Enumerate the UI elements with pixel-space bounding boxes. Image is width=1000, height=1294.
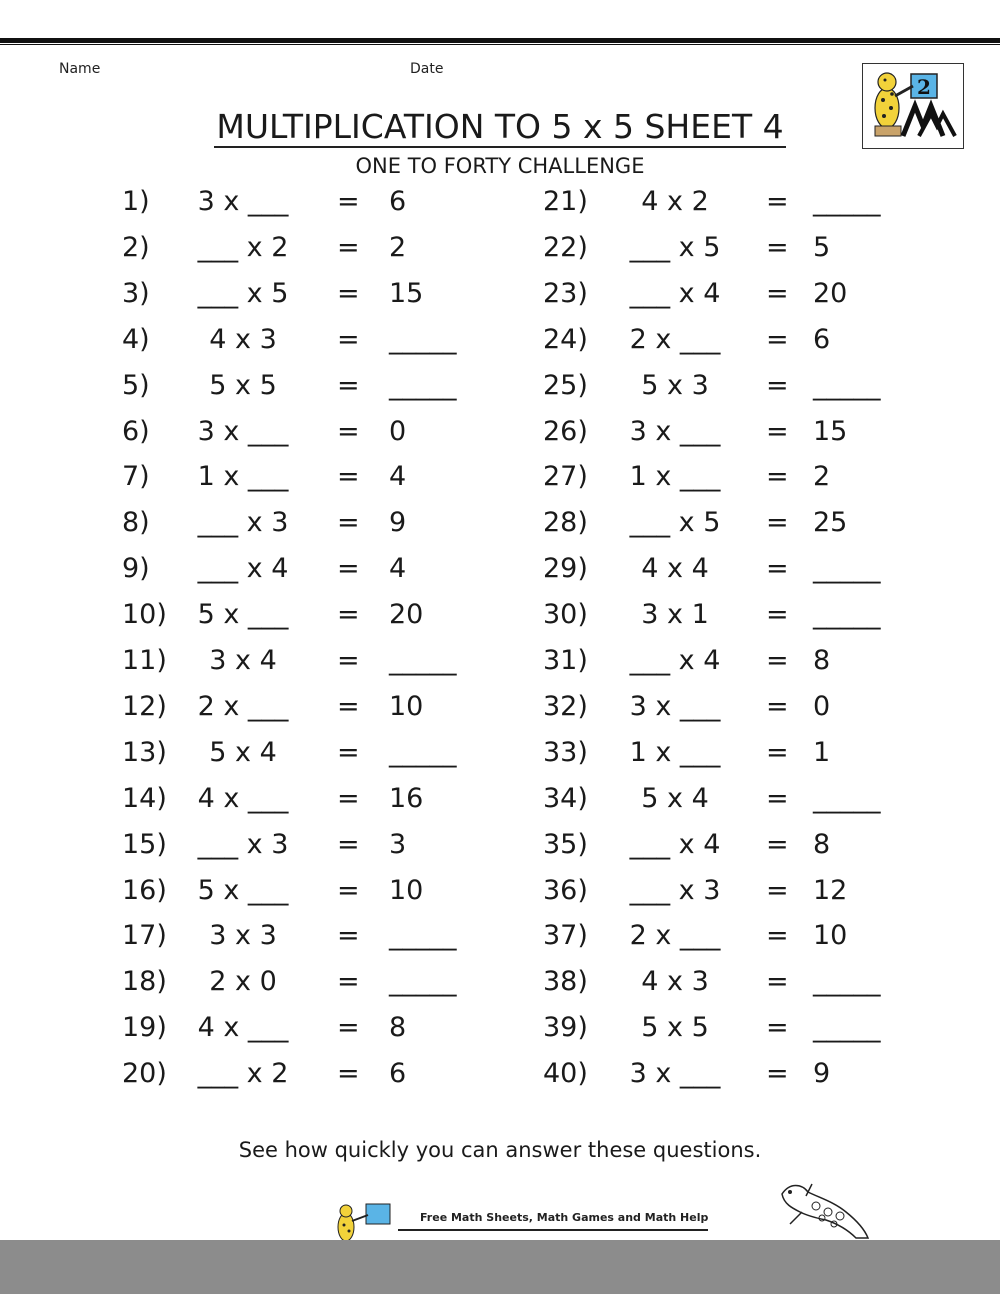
problem-expression: ___ x 3 <box>629 874 721 906</box>
problem-expression: 4 x ___ <box>197 1012 289 1044</box>
problem-expression: 5 x 4 <box>209 736 277 768</box>
problem-row <box>0 686 1000 728</box>
problem-expression: ___ x 5 <box>629 231 721 263</box>
footer-leopard-icon <box>332 1203 394 1243</box>
problem-answer: 9 <box>389 507 407 539</box>
problem-expression: 5 x 3 <box>641 369 709 401</box>
problem-expression: ___ x 5 <box>197 277 289 309</box>
problem-expression: 4 x 3 <box>209 323 277 355</box>
problem-expression: 4 x 2 <box>641 186 709 217</box>
problem-expression: 3 x ___ <box>197 415 289 447</box>
problem-row <box>0 365 1000 407</box>
problem-number: 1) <box>122 186 150 217</box>
equals-sign: = <box>337 874 360 906</box>
problem-number: 5) <box>122 369 150 401</box>
problem-expression: 3 x 1 <box>641 599 709 631</box>
problem-number: 15) <box>122 828 167 860</box>
problem-answer: 0 <box>813 690 831 722</box>
problem-row <box>0 411 1000 453</box>
problem-answer: _____ <box>389 966 457 998</box>
problem-answer: 10 <box>389 874 424 906</box>
problem-expression: 4 x 3 <box>641 966 709 998</box>
problem-number: 2) <box>122 231 150 263</box>
problem-number: 24) <box>543 323 588 355</box>
equals-sign: = <box>337 690 360 722</box>
problem-number: 20) <box>122 1058 167 1090</box>
problem-answer: 6 <box>389 186 407 217</box>
equals-sign: = <box>337 277 360 309</box>
equals-sign: = <box>337 369 360 401</box>
brand-tagline: Free Math Sheets, Math Games and Math Help <box>420 1211 709 1224</box>
problem-answer: 25 <box>813 507 848 539</box>
problem-expression: 3 x ___ <box>629 1058 721 1090</box>
problem-expression: 4 x ___ <box>197 782 289 814</box>
problem-expression: 5 x ___ <box>197 874 289 906</box>
problem-expression: 5 x 5 <box>209 369 277 401</box>
problem-number: 32) <box>543 690 588 722</box>
problem-number: 14) <box>122 782 167 814</box>
footer-rule <box>398 1229 708 1231</box>
problem-number: 21) <box>543 186 588 217</box>
problem-answer: 5 <box>813 231 831 263</box>
date-label: Date <box>410 61 444 77</box>
instruction-text: See how quickly you can answer these questions. <box>238 1138 762 1162</box>
problem-number: 16) <box>122 874 167 906</box>
problem-answer: 2 <box>813 461 831 493</box>
equals-sign: = <box>766 507 789 539</box>
equals-sign: = <box>766 782 789 814</box>
equals-sign: = <box>766 553 789 585</box>
problem-expression: 4 x 4 <box>641 553 709 585</box>
problem-number: 4) <box>122 323 150 355</box>
problem-answer: 3 <box>389 828 407 860</box>
problem-answer: 12 <box>813 874 848 906</box>
equals-sign: = <box>337 1058 360 1090</box>
equals-sign: = <box>337 782 360 814</box>
problem-number: 33) <box>543 736 588 768</box>
problem-answer: 15 <box>813 415 848 447</box>
equals-sign: = <box>337 920 360 952</box>
problem-number: 7) <box>122 461 150 493</box>
equals-sign: = <box>337 461 360 493</box>
problem-expression: ___ x 4 <box>629 645 721 676</box>
problem-answer: 4 <box>389 461 407 493</box>
problem-answer: _____ <box>389 920 457 952</box>
problem-answer: 10 <box>813 920 848 952</box>
problem-number: 39) <box>543 1012 588 1044</box>
equals-sign: = <box>766 461 789 493</box>
equals-sign: = <box>766 645 789 676</box>
equals-sign: = <box>766 1058 789 1090</box>
equals-sign: = <box>766 966 789 998</box>
equals-sign: = <box>766 1012 789 1044</box>
problem-number: 12) <box>122 690 167 722</box>
problem-expression: 3 x 3 <box>209 920 277 952</box>
equals-sign: = <box>337 507 360 539</box>
problem-expression: 2 x ___ <box>197 690 289 722</box>
equals-sign: = <box>766 874 789 906</box>
problem-row <box>0 1053 1000 1095</box>
page-subtitle: ONE TO FORTY CHALLENGE <box>355 154 645 178</box>
name-label: Name <box>59 61 101 77</box>
problem-row <box>0 594 1000 636</box>
problem-number: 26) <box>543 415 588 447</box>
equals-sign: = <box>766 277 789 309</box>
problem-number: 30) <box>543 599 588 631</box>
problem-number: 29) <box>543 553 588 585</box>
problem-answer: _____ <box>813 782 881 814</box>
logo-number: 2 <box>917 75 931 99</box>
problem-expression: 1 x ___ <box>629 736 721 768</box>
problem-number: 35) <box>543 828 588 860</box>
equals-sign: = <box>337 231 360 263</box>
problem-expression: 3 x ___ <box>629 690 721 722</box>
top-rule <box>0 38 1000 43</box>
problem-answer: 20 <box>813 277 848 309</box>
equals-sign: = <box>766 415 789 447</box>
equals-sign: = <box>766 690 789 722</box>
problem-number: 28) <box>543 507 588 539</box>
bottom-gray-strip <box>0 1240 1000 1294</box>
problem-row <box>0 227 1000 269</box>
problem-row <box>0 548 1000 590</box>
problem-answer: 8 <box>813 828 831 860</box>
problem-expression: ___ x 3 <box>197 828 289 860</box>
problem-number: 8) <box>122 507 150 539</box>
problem-number: 3) <box>122 277 150 309</box>
problem-number: 34) <box>543 782 588 814</box>
problem-answer: _____ <box>813 186 881 217</box>
top-rule-thin <box>0 44 1000 45</box>
equals-sign: = <box>766 736 789 768</box>
problem-expression: ___ x 5 <box>629 507 721 539</box>
page-title: MULTIPLICATION TO 5 x 5 SHEET 4 <box>216 107 784 146</box>
problem-expression: 3 x ___ <box>197 186 289 217</box>
equals-sign: = <box>337 1012 360 1044</box>
equals-sign: = <box>766 369 789 401</box>
problem-answer: 20 <box>389 599 424 631</box>
problem-answer: _____ <box>813 369 881 401</box>
problem-number: 25) <box>543 369 588 401</box>
equals-sign: = <box>766 323 789 355</box>
problem-number: 18) <box>122 966 167 998</box>
problem-expression: 3 x 4 <box>209 645 277 676</box>
problem-answer: 10 <box>389 690 424 722</box>
equals-sign: = <box>766 920 789 952</box>
problem-row <box>0 778 1000 820</box>
problem-answer: _____ <box>813 599 881 631</box>
problem-row <box>0 915 1000 957</box>
problem-answer: 6 <box>813 323 831 355</box>
problem-expression: 2 x ___ <box>629 323 721 355</box>
equals-sign: = <box>766 599 789 631</box>
problem-number: 40) <box>543 1058 588 1090</box>
problem-answer: 16 <box>389 782 424 814</box>
problem-answer: 8 <box>813 645 831 676</box>
problem-number: 17) <box>122 920 167 952</box>
problem-answer: _____ <box>389 645 457 676</box>
problem-number: 11) <box>122 645 167 676</box>
problem-number: 31) <box>543 645 588 676</box>
problem-answer: _____ <box>389 323 457 355</box>
equals-sign: = <box>337 323 360 355</box>
problem-expression: ___ x 4 <box>197 553 289 585</box>
problem-answer: 4 <box>389 553 407 585</box>
problem-expression: 5 x 4 <box>641 782 709 814</box>
equals-sign: = <box>337 966 360 998</box>
problem-answer: 8 <box>389 1012 407 1044</box>
problem-answer: _____ <box>813 553 881 585</box>
problem-row <box>0 640 1000 682</box>
problem-number: 38) <box>543 966 588 998</box>
problem-number: 27) <box>543 461 588 493</box>
problem-expression: 2 x 0 <box>209 966 277 998</box>
equals-sign: = <box>337 186 360 217</box>
problem-number: 9) <box>122 553 150 585</box>
equals-sign: = <box>337 645 360 676</box>
problem-expression: 1 x ___ <box>197 461 289 493</box>
problem-row <box>0 319 1000 361</box>
salamander-icon <box>772 1176 872 1240</box>
problem-row <box>0 273 1000 315</box>
problem-expression: 5 x ___ <box>197 599 289 631</box>
problem-number: 6) <box>122 415 150 447</box>
equals-sign: = <box>337 553 360 585</box>
problem-expression: 3 x ___ <box>629 415 721 447</box>
equals-sign: = <box>337 415 360 447</box>
problem-answer: 1 <box>813 736 831 768</box>
equals-sign: = <box>766 186 789 217</box>
problem-expression: ___ x 4 <box>629 277 721 309</box>
problem-number: 13) <box>122 736 167 768</box>
equals-sign: = <box>766 231 789 263</box>
problem-expression: ___ x 2 <box>197 231 289 263</box>
equals-sign: = <box>337 736 360 768</box>
problem-expression: ___ x 2 <box>197 1058 289 1090</box>
problem-row <box>0 732 1000 774</box>
problem-number: 37) <box>543 920 588 952</box>
problem-expression: 5 x 5 <box>641 1012 709 1044</box>
problem-row <box>0 502 1000 544</box>
problem-row <box>0 961 1000 1003</box>
problem-row <box>0 870 1000 912</box>
equals-sign: = <box>766 828 789 860</box>
problem-answer: 2 <box>389 231 407 263</box>
problem-row <box>0 824 1000 866</box>
problem-answer: _____ <box>813 1012 881 1044</box>
problem-number: 10) <box>122 599 167 631</box>
equals-sign: = <box>337 828 360 860</box>
problem-number: 36) <box>543 874 588 906</box>
problem-row <box>0 181 1000 223</box>
problem-number: 19) <box>122 1012 167 1044</box>
problem-answer: 9 <box>813 1058 831 1090</box>
problem-expression: 2 x ___ <box>629 920 721 952</box>
problem-answer: 6 <box>389 1058 407 1090</box>
problem-number: 23) <box>543 277 588 309</box>
problem-number: 22) <box>543 231 588 263</box>
problem-row <box>0 456 1000 498</box>
problem-expression: 1 x ___ <box>629 461 721 493</box>
problem-answer: _____ <box>813 966 881 998</box>
problem-answer: 0 <box>389 415 407 447</box>
problem-row <box>0 1007 1000 1049</box>
problem-expression: ___ x 4 <box>629 828 721 860</box>
problem-answer: _____ <box>389 369 457 401</box>
problem-expression: ___ x 3 <box>197 507 289 539</box>
problem-answer: 15 <box>389 277 424 309</box>
equals-sign: = <box>337 599 360 631</box>
problem-answer: _____ <box>389 736 457 768</box>
